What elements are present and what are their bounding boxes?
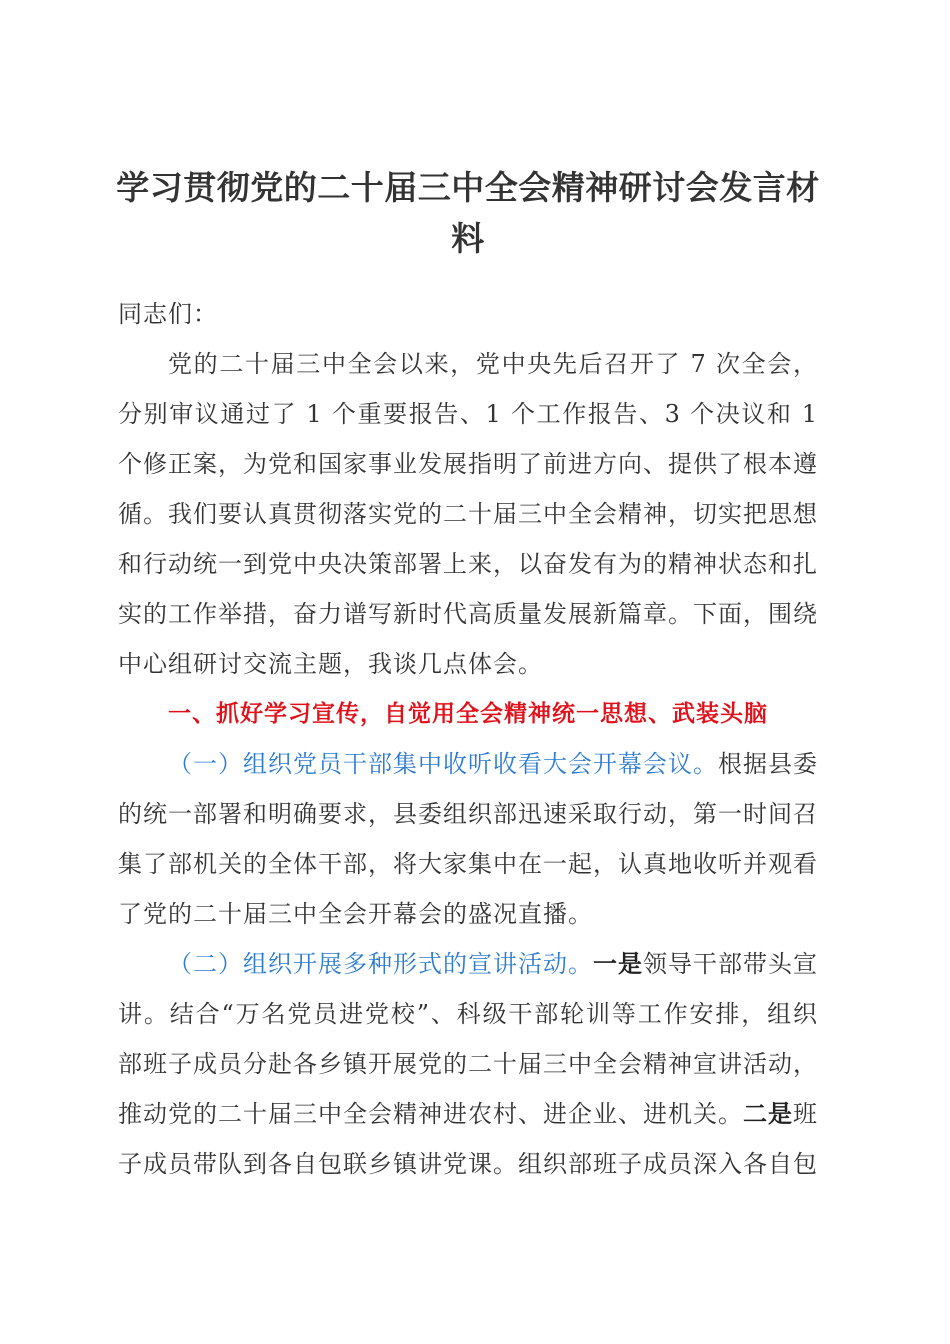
document-body (118, 289, 818, 1189)
item-1-paragraph (118, 739, 818, 939)
item-2-point-2-label: 二是 (743, 1099, 793, 1128)
item-2-heading: （二）组织开展多种形式的宣讲活动。 (168, 950, 593, 978)
item-2-paragraph (118, 939, 818, 1189)
item-1-text: 根据县委的统一部署和明确要求，县委组织部迅速采取行动，第一时间召集了部机关的全体干部，将大家集中在一起，认真地收听并观看了党的二十届三中全会开幕会的盛况直播。 (118, 750, 818, 928)
intro-paragraph: 党的二十届三中全会以来，党中央先后召开了 7 次全会，分别审议通过了 1 个重要报告、1 个工作报告、3 个决议和 1 个修正案，为党和国家事业发展指明了前进方向、提供了根本遵循。我们要认真贯彻落实党的二十届三中全会精神，切实把思想和行动统一到党中央决策部署上来，以奋发有为的精神状态和扎实的工作举措，奋力谱写新时代高质量发展新篇章。下面，围绕中心组研讨交流主题，我谈几点体会。 (118, 350, 818, 678)
document-title: 学习贯彻党的二十届三中全会精神研讨会发言材料 (116, 168, 820, 258)
salutation: 同志们： (118, 300, 218, 328)
document-page (118, 0, 818, 1344)
item-2-point-1-label: 一是 (593, 949, 643, 978)
item-2-point-2-text: 班子成员带队到各自包联乡镇讲党课。组织部班子成员深入各自包 (118, 1100, 818, 1178)
section-heading-1: 一、抓好学习宣传，自觉用全会精神统一思想、武装头脑 (168, 701, 768, 727)
item-1-heading: （一）组织党员干部集中收听收看大会开幕会议。 (168, 750, 718, 778)
item-2-point-1-text: 领导干部带头宣讲。结合“万名党员进党校”、科级干部轮训等工作安排，组织部班子成员分赴各乡镇开展党的二十届三中全会精神宣讲活动，推动党的二十届三中全会精神进农村、进企业、进机关。 (118, 950, 818, 1128)
